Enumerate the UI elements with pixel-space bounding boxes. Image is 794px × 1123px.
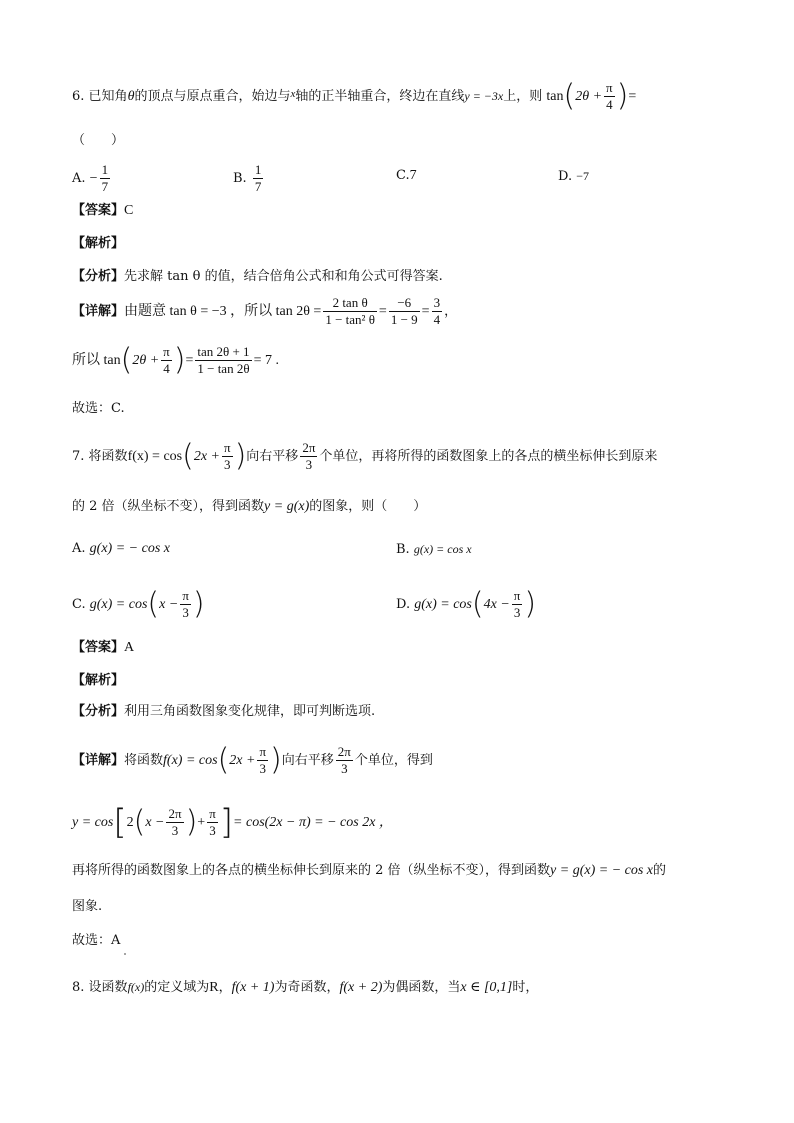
q7-option-c: C. g(x) = cos(x − $\frac{\pi}{3}$ ) [72,586,205,622]
q7-option-d: D. g(x) = cos(4x − $\frac{\pi}{3}$ ) [396,586,537,622]
q7-option-a: A. g(x) = − cos x [72,541,170,556]
q7-fenxi: 【分析】利用三角函数图象变化规律，即可判断选项. [72,704,376,719]
q6-option-d: D. −7 [558,169,590,184]
q7-long-line-2: 图象. [72,899,103,914]
q6-paren: （ ） [72,133,125,148]
q6-xiangjie: 【详解】由题意 tan θ = −3 ，所以 tan 2θ = $\frac{\text{2 tan θ}}{\text{1 − tan² θ}}$ = $\frac{-6}{1 - 9}$ = $\frac{3}{4}$ ， [72,295,458,327]
q6-option-a: A. − $\frac{1}{7}$ [72,162,109,194]
q7-xiangjie: 【详解】将函数f(x) = cos(2x + $\frac{\pi}{3}$ )向右平移 $\frac{2\pi}{3}$ 个单位，得到 [72,742,433,778]
q7-derivation: y = cos[2(x − $\frac{2\pi}{3}$ )+ $\frac{\pi}{3}$ ]= cos(2x − π) = − cos 2x ， [72,802,393,843]
q6-option-b: B. $\frac{1}{7}$ [233,162,262,194]
q6-option-c: C.7 [396,168,417,183]
stray-dot [124,953,126,955]
q7-stem: 7. 将函数f(x) = cos(2x + $\frac{\pi}{3}$ )向右平移 $\frac{2\pi}{3}$ 个单位，再将所得的函数图象上的各点的横坐标伸长到原来 [72,438,658,474]
q6-analysis-heading: 【解析】 [72,236,125,251]
q7-stem-line2: 的 2 倍（纵坐标不变），得到函数y = g(x)的图象，则（ ） [72,499,427,514]
q6-fenxi: 【分析】先求解 tan θ 的值，结合倍角公式和和角公式可得答案. [72,269,443,284]
q6-answer: 【答案】C [72,203,134,218]
q7-option-b: B. g(x) = cos x [396,542,472,557]
q7-choose: 故选：A [72,933,121,948]
q8-stem: 8. 设函数f(x)的定义域为R，f(x + 1)为奇函数，f(x + 2)为偶函数，当x ∈ [0,1]时， [72,980,539,995]
q6-so: 所以 tan(2θ + $\frac{\pi}{4}$ )= $\frac{\tan 2\theta + 1}{1 - \tan 2\theta}$ = 7 . [72,342,279,378]
q7-analysis-heading: 【解析】 [72,673,125,688]
q7-answer: 【答案】A [72,640,135,655]
q6-choose: 故选：C. [72,401,125,416]
fraction: $\frac{\pi}{4}$ [606,80,613,112]
q6-stem: 6. 已知角θ的顶点与原点重合，始边与$^x$轴的正半轴重合，终边在直线y = −3x上，则 tan(2θ + $\frac{\pi}{4}$ )= [72,78,637,114]
q6-number: 6. [72,89,85,104]
q7-long-line: 再将所得的函数图象上的各点的横坐标伸长到原来的 2 倍（纵坐标不变），得到函数y = g(x) = − cos x的 [72,863,667,878]
